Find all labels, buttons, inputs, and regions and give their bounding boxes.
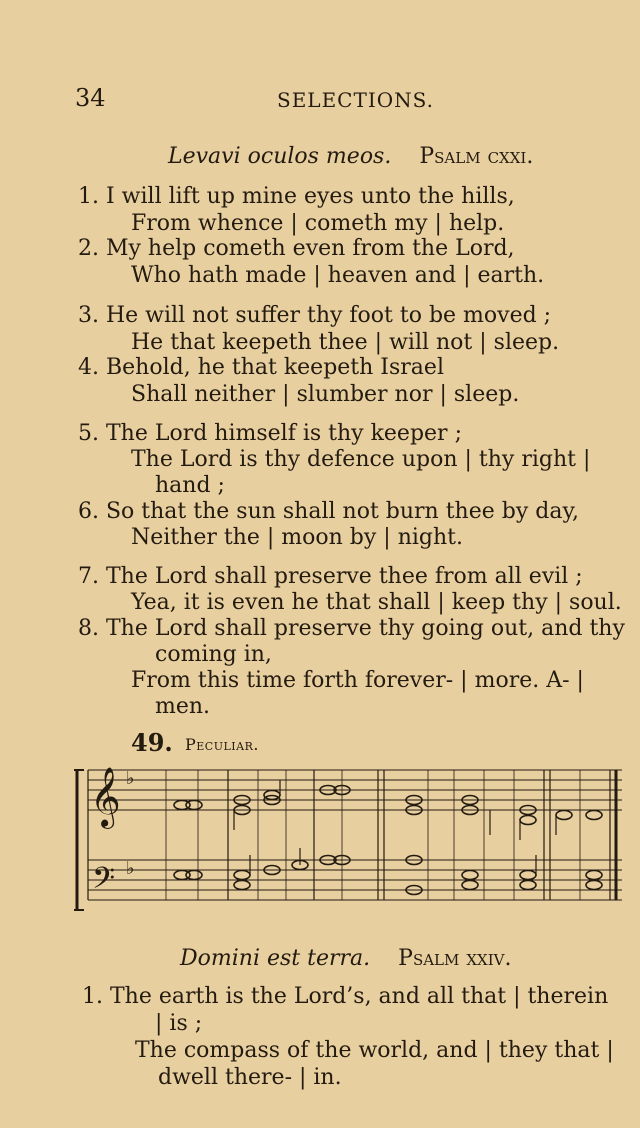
verse-line: 1. I will lift up mine eyes unto the hills, bbox=[78, 184, 515, 209]
verse-line: Neither the | moon by | night. bbox=[131, 525, 463, 550]
svg-text:𝄞: 𝄞 bbox=[90, 767, 121, 827]
tune-name: Peculiar. bbox=[185, 735, 259, 754]
music-score bbox=[74, 760, 626, 916]
running-title: SELECTIONS. bbox=[277, 88, 434, 112]
verse-line: men. bbox=[155, 694, 211, 719]
verse-line: The compass of the world, and | they that | bbox=[135, 1038, 614, 1063]
verse-line: 8. The Lord shall preserve thy going out, and thy bbox=[78, 616, 625, 641]
verse-line: 6. So that the sun shall not burn thee by day, bbox=[78, 499, 579, 524]
verse-line: 3. He will not suffer thy foot to be moved ; bbox=[78, 303, 552, 328]
verse-line: coming in, bbox=[155, 642, 272, 667]
svg-text:♭: ♭ bbox=[126, 858, 135, 879]
psalm-heading bbox=[168, 144, 533, 169]
verse-line: Shall neither | slumber nor | sleep. bbox=[131, 382, 520, 407]
psalm-latin-title: Levavi oculos meos. bbox=[168, 144, 392, 169]
psalm-number: Psalm xxiv. bbox=[398, 946, 512, 971]
verse-line: hand ; bbox=[155, 473, 225, 498]
psalm-number: Psalm cxxi. bbox=[419, 144, 534, 169]
verse-line: From whence | cometh my | help. bbox=[131, 211, 505, 236]
verse-line: 5. The Lord himself is thy keeper ; bbox=[78, 421, 462, 446]
tune-number: 49. bbox=[131, 728, 173, 757]
verse-line: dwell there- | in. bbox=[158, 1065, 342, 1090]
verse-line: 4. Behold, he that keepeth Israel bbox=[78, 355, 444, 380]
svg-text:𝄢: 𝄢 bbox=[92, 862, 116, 903]
psalm-latin-title: Domini est terra. bbox=[180, 946, 371, 971]
verse-line: The Lord is thy defence upon | thy right | bbox=[131, 447, 591, 472]
verse-line: 7. The Lord shall preserve thee from all evil ; bbox=[78, 564, 583, 589]
svg-text:♭: ♭ bbox=[126, 768, 135, 789]
verse-line: Who hath made | heaven and | earth. bbox=[131, 263, 545, 288]
verse-line: He that keepeth thee | will not | sleep. bbox=[131, 330, 560, 355]
page-number: 34 bbox=[75, 84, 106, 112]
verse-line: 1. The earth is the Lord’s, and all that | therein bbox=[82, 984, 609, 1009]
verse-line: | is ; bbox=[155, 1011, 203, 1036]
psalm-heading bbox=[180, 946, 511, 971]
verse-line: 2. My help cometh even from the Lord, bbox=[78, 236, 515, 261]
verse-line: Yea, it is even he that shall | keep thy | soul. bbox=[131, 590, 622, 615]
verse-line: From this time forth forever- | more. A- | bbox=[131, 668, 584, 693]
